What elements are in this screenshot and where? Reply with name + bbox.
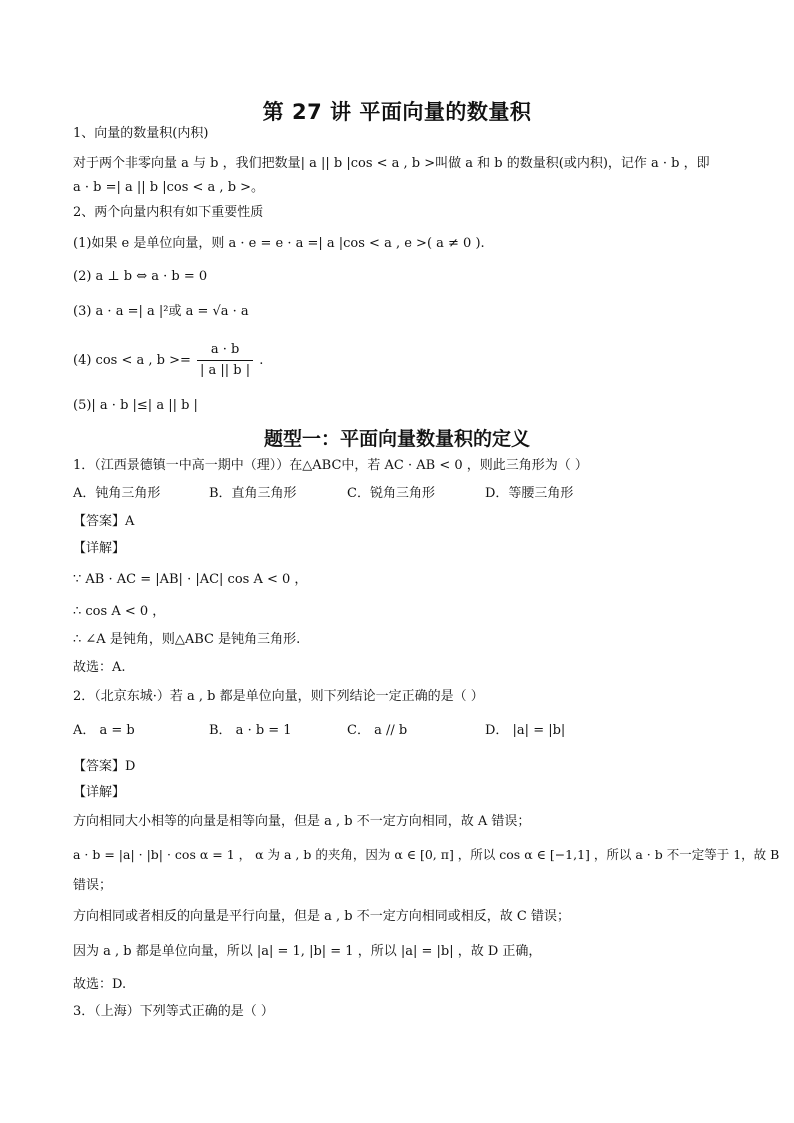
- property-1: (1)如果 e 是单位向量，则 a · e = e · a =| a |cos < a , e >( a ≠ 0 ).: [73, 236, 485, 251]
- q1-option-a: A．钝角三角形: [73, 486, 161, 501]
- property-3: (3) a · a =| a |²或 a = √a · a: [73, 304, 249, 319]
- property-4: [73, 340, 263, 381]
- q2-option-b: B． a · b = 1: [209, 723, 292, 738]
- type1-heading: 题型一：平面向量数量积的定义: [263, 428, 530, 450]
- q2-stem: 2．（北京东城·）若 a , b 都是单位向量，则下列结论一定正确的是（ ）: [73, 689, 484, 704]
- q1-option-b: B．直角三角形: [209, 486, 297, 501]
- q1-option-d: D．等腰三角形: [485, 486, 574, 501]
- property-4-prefix: (4) cos < a , b >=: [73, 353, 191, 368]
- property-5: (5)| a · b |≤| a || b |: [73, 398, 198, 413]
- definition-line-1: 对于两个非零向量 a 与 b ，我们把数量| a || b |cos < a , b >叫做 a 和 b 的数量积(或内积)，记作 a · b ，即: [73, 156, 710, 171]
- property-2: (2) a ⊥ b ⇔ a · b = 0: [73, 269, 208, 284]
- q2-detail-label: 【详解】: [73, 785, 126, 800]
- q2-step-4: 方向相同或者相反的向量是平行向量，但是 a , b 不一定方向相同或相反，故 C 错误；: [73, 909, 570, 924]
- property-4-suffix: .: [259, 353, 264, 368]
- q1-step-3: ∴ ∠A 是钝角，则△ABC 是钝角三角形.: [73, 632, 301, 647]
- property-4-numerator: a · b: [197, 340, 253, 361]
- definition-line-2: a · b =| a || b |cos < a , b >。: [73, 180, 265, 195]
- q1-step-1: ∵ AB · AC = |AB| · |AC| cos A < 0 ，: [73, 572, 308, 587]
- q1-answer: 【答案】A: [73, 514, 135, 529]
- q1-step-2: ∴ cos A < 0 ，: [73, 604, 166, 619]
- q2-step-6: 故选：D.: [73, 977, 127, 992]
- q1-detail-label: 【详解】: [73, 541, 126, 556]
- section1-heading: 1、向量的数量积(内积): [73, 126, 209, 141]
- q2-answer: 【答案】D: [73, 759, 136, 774]
- q1-stem: 1．（江西景德镇一中高一期中（理））在△ABC中，若 AC · AB < 0 ，则此三角形为（ ）: [73, 458, 588, 473]
- q2-option-a: A． a = b: [73, 723, 135, 738]
- q2-step-3: 错误；: [73, 878, 113, 893]
- section2-heading: 2、两个向量内积有如下重要性质: [73, 205, 264, 220]
- q1-option-c: C．锐角三角形: [347, 486, 435, 501]
- q2-step-1: 方向相同大小相等的向量是相等向量，但是 a , b 不一定方向相同，故 A 错误；: [73, 814, 531, 829]
- q3-stem: 3．（上海）下列等式正确的是（ ）: [73, 1004, 274, 1019]
- q2-option-c: C． a // b: [347, 723, 408, 738]
- q2-option-d: D． |a| = |b|: [485, 723, 566, 738]
- page-title: 第 27 讲 平面向量的数量积: [262, 100, 532, 124]
- q2-step-5: 因为 a , b 都是单位向量，所以 |a| = 1, |b| = 1 ，所以 |a| = |b| ，故 D 正确，: [73, 944, 542, 959]
- q1-step-4: 故选：A.: [73, 660, 126, 675]
- property-4-denominator: | a || b |: [200, 363, 251, 378]
- q2-step-2: a · b = |a| · |b| · cos α = 1 ， α 为 a , b 的夹角，因为 α ∈ [0, π] ，所以 cos α ∈ [−1,1] ，所以 a · b 不一定等于 1，故 B: [73, 847, 780, 862]
- property-4-fraction: [197, 340, 253, 381]
